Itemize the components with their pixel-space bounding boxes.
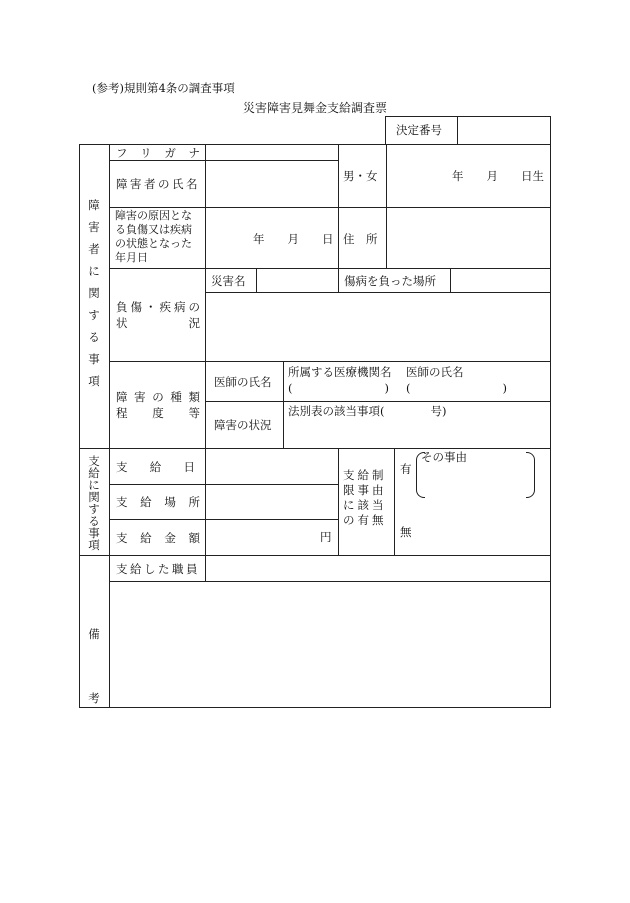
furigana-label: フ リ ガ ナ [116, 146, 200, 160]
restriction-yes[interactable]: 有 [400, 462, 412, 476]
address-label: 住 所 [343, 232, 378, 246]
cause-date-label: 障害の原因となる負傷又は疾病の状態となった年月日 [115, 209, 192, 264]
yen-unit: 円 [320, 530, 332, 544]
birth-date-label: 年 月 日生 [452, 169, 544, 183]
injury-status-field[interactable] [206, 293, 550, 361]
reason-right-bracket [526, 452, 535, 498]
address-field[interactable] [387, 208, 550, 268]
disability-label: 障 害 の 種 類 程 度 等 [116, 390, 200, 420]
disaster-name-field[interactable] [257, 269, 337, 292]
injury-status-label: 負 傷 ・ 疾 病 の 状 況 [116, 300, 200, 330]
doctor-name-row-label: 医師の氏名 [214, 375, 272, 389]
payment-date-field[interactable] [206, 449, 337, 484]
reference-note: (参考)規則第4条の調査事項 [92, 81, 235, 95]
decision-number-label: 決定番号 [396, 123, 442, 137]
furigana-field[interactable] [206, 145, 337, 159]
section-payment-label: 支給に関する事項 [88, 454, 100, 552]
payment-date-label: 支 給 日 [116, 460, 195, 474]
payment-place-field[interactable] [206, 485, 337, 519]
restriction-no[interactable]: 無 [400, 525, 412, 539]
injury-place-label: 傷病を負った場所 [344, 274, 436, 288]
person-name-label: 障害者の氏名 [116, 177, 200, 191]
appendix-item-label: 法別表の該当事項( 号) [288, 404, 447, 418]
disability-status-label: 障害の状況 [214, 418, 272, 432]
person-name-field[interactable] [206, 161, 337, 207]
institution-paren[interactable]: ( ) [288, 381, 389, 395]
restriction-reason-label: その事由 [421, 450, 467, 464]
section-remarks-label: 備考 [88, 627, 100, 705]
gender-label: 男・女 [343, 169, 378, 183]
staff-label: 支給した職員 [116, 562, 200, 576]
payment-place-label: 支 給 場 所 [116, 495, 200, 509]
payment-amount-label: 支 給 金 額 [116, 531, 200, 545]
staff-field[interactable] [206, 556, 550, 581]
institution-label: 所属する医療機関名 [288, 365, 392, 379]
disaster-name-label: 災害名 [211, 274, 246, 288]
restriction-label: 支給制限事由に該当の有無 [343, 468, 387, 527]
reason-left-bracket [416, 452, 425, 498]
injury-place-field[interactable] [451, 269, 550, 292]
decision-number-field[interactable] [458, 117, 550, 144]
remarks-field[interactable] [110, 582, 550, 707]
section-person-label: 障害者に関する事項 [88, 198, 100, 388]
doctor-name-label: 医師の氏名 [406, 365, 464, 379]
doctor-name-paren[interactable]: ( ) [406, 381, 507, 395]
form-title: 災害障害見舞金支給調査票 [243, 101, 388, 115]
cause-date-value: 年 月 日 [253, 232, 334, 246]
